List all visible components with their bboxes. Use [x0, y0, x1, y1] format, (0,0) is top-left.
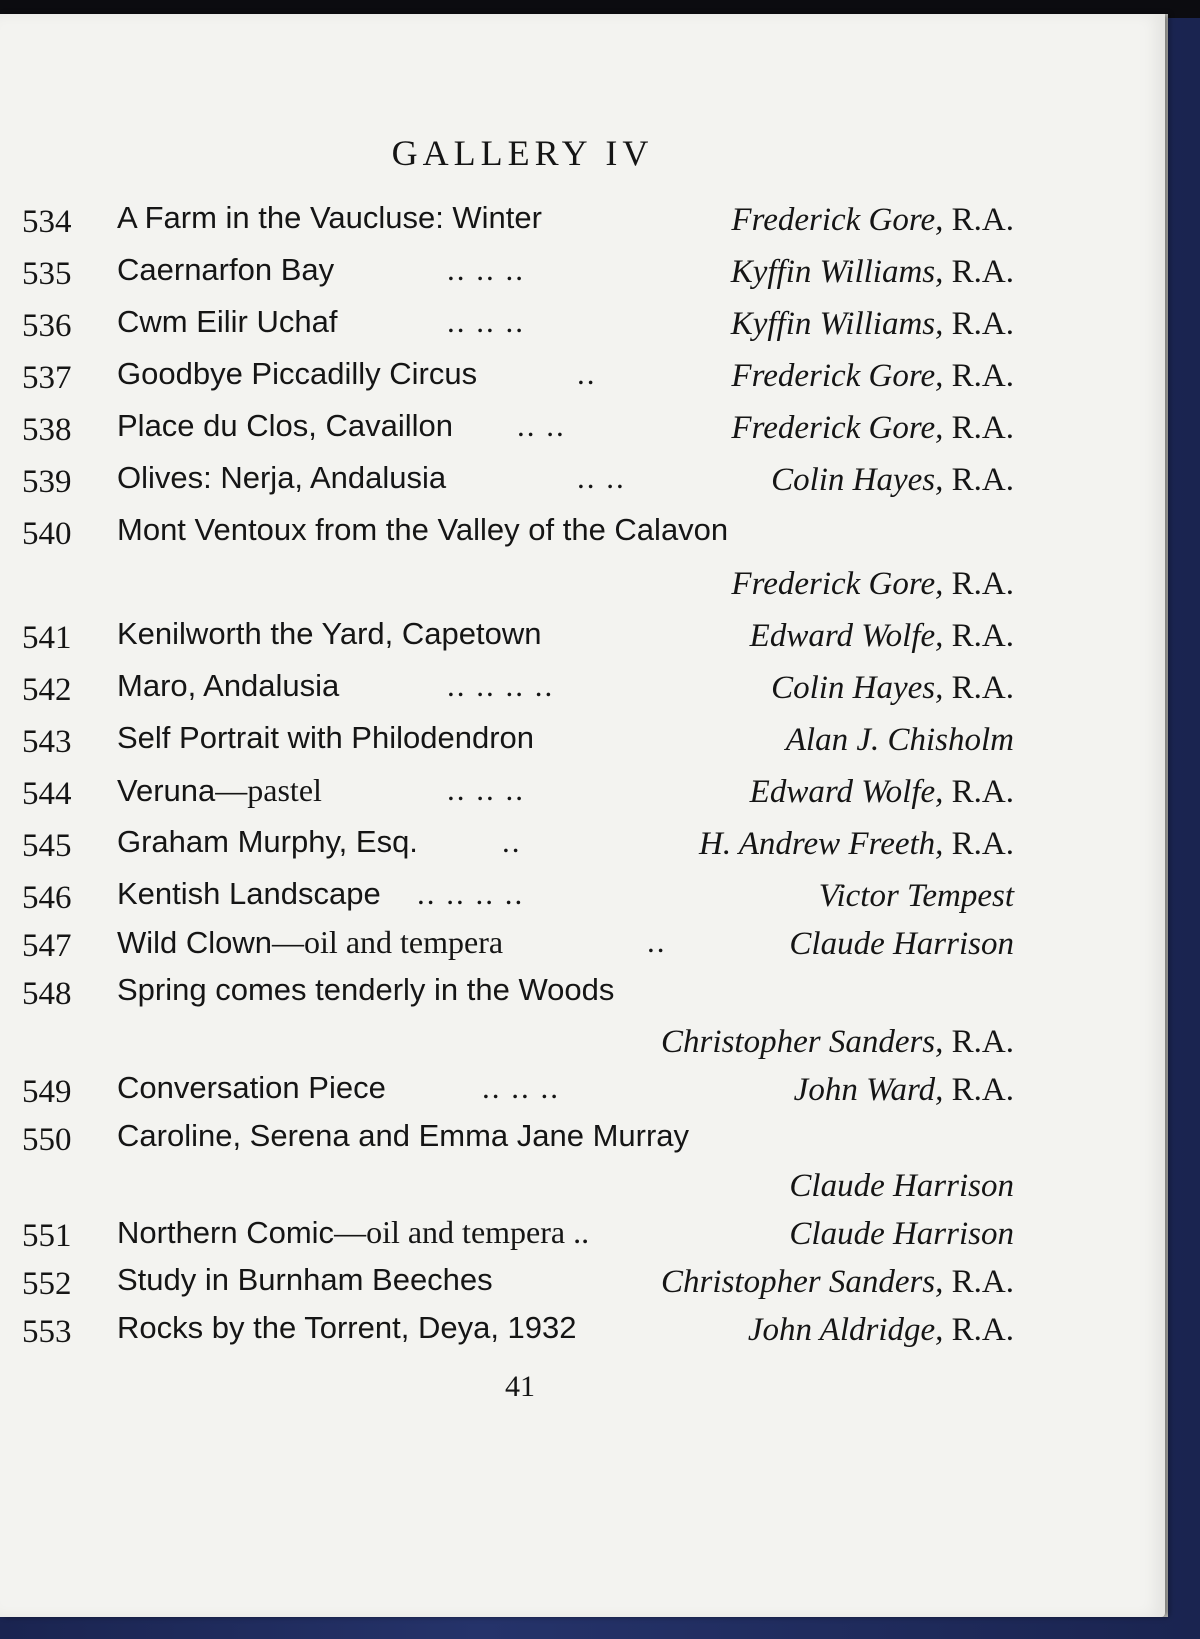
entry-artist [750, 618, 1014, 655]
catalogue-entry [0, 668, 1200, 720]
catalogue-entry [0, 1262, 1200, 1314]
catalogue-entry [0, 1214, 1200, 1266]
entry-title [117, 304, 525, 340]
catalogue-entry [0, 972, 1200, 1024]
leader-dots: .. .. .. [447, 252, 525, 287]
medium-text: —oil and tempera .. [334, 1214, 590, 1250]
entry-artist [731, 254, 1014, 291]
artist-name: Colin Hayes, [771, 462, 944, 498]
entry-number: 545 [22, 828, 72, 864]
artist-honour: R.A. [951, 774, 1014, 810]
catalogue-entry [0, 1118, 1200, 1170]
entry-title [117, 460, 626, 496]
entry-artist [699, 826, 1014, 863]
entry-number: 548 [22, 976, 72, 1012]
title-text: Rocks by the Torrent, Deya, 1932 [117, 1310, 577, 1345]
leader-dots: .. [502, 824, 522, 859]
title-text: Self Portrait with Philodendron [117, 720, 535, 755]
entry-title [117, 1118, 689, 1154]
title-text: Graham Murphy, Esq. [117, 824, 418, 859]
entry-title [117, 720, 534, 756]
title-text: Place du Clos, Cavaillon [117, 408, 454, 443]
entry-artist [819, 878, 1014, 915]
entry-number: 536 [22, 308, 72, 344]
title-text: Spring comes tenderly in the Woods [117, 972, 615, 1007]
title-text: Veruna [117, 773, 216, 808]
catalogue-entry [0, 512, 1200, 564]
entry-number: 550 [22, 1122, 72, 1158]
catalogue-entry [0, 1070, 1200, 1122]
entry-artist [789, 1216, 1014, 1253]
entry-number: 553 [22, 1314, 72, 1350]
leader-dots: .. .. .. .. [447, 668, 555, 703]
catalogue-entry [0, 460, 1200, 512]
entry-title [117, 252, 525, 288]
catalogue-entry [0, 616, 1200, 668]
title-text: Caroline, Serena and Emma Jane Murray [117, 1118, 690, 1153]
catalogue-entry [0, 356, 1200, 408]
medium-text: —oil and tempera [272, 924, 504, 960]
artist-name: H. Andrew Freeth, [699, 826, 944, 862]
entry-artist [731, 358, 1014, 395]
entry-number: 546 [22, 880, 72, 916]
artist-name: Frederick Gore, [731, 566, 944, 602]
entry-number: 541 [22, 620, 72, 656]
entry-artist [731, 306, 1014, 343]
entry-number: 542 [22, 672, 72, 708]
entry-number: 537 [22, 360, 72, 396]
artist-name: John Ward, [793, 1072, 944, 1108]
entry-artist [794, 1072, 1014, 1109]
entry-title [117, 824, 522, 860]
artist-name: Edward Wolfe, [749, 774, 944, 810]
entry-title [117, 924, 667, 961]
artist-continuation-line [0, 1166, 1200, 1218]
entry-number: 544 [22, 776, 72, 812]
leader-dots: .. .. [517, 408, 566, 443]
entry-number: 538 [22, 412, 72, 448]
entry-number: 539 [22, 464, 72, 500]
title-text: Caernarfon Bay [117, 252, 335, 287]
entry-number: 540 [22, 516, 72, 552]
catalogue-entry [0, 876, 1200, 928]
gallery-heading: GALLERY IV [391, 133, 654, 173]
entry-title [117, 876, 525, 912]
artist-honour: R.A. [951, 618, 1014, 654]
entry-title [117, 1070, 560, 1106]
artist-name: Edward Wolfe, [749, 618, 944, 654]
title-text: Kentish Landscape [117, 876, 381, 911]
artist-honour: R.A. [951, 462, 1014, 498]
catalogue-entry [0, 772, 1200, 824]
entry-artist [789, 926, 1014, 963]
entry-artist [789, 1168, 1014, 1205]
title-text: A Farm in the Vaucluse: Winter [117, 200, 542, 235]
artist-name: Christopher Sanders, [661, 1024, 944, 1060]
title-text: Kenilworth the Yard, Capetown [117, 616, 542, 651]
leader-dots: .. .. .. .. [417, 876, 525, 911]
entry-title [117, 1262, 493, 1298]
catalogue-page [0, 14, 1165, 1617]
artist-continuation-line [0, 1022, 1200, 1074]
artist-name: Colin Hayes, [771, 670, 944, 706]
entry-title [117, 1214, 589, 1251]
artist-name: Frederick Gore, [731, 202, 944, 238]
title-text: Conversation Piece [117, 1070, 386, 1105]
artist-continuation-line [0, 564, 1200, 616]
entry-artist [661, 1264, 1014, 1301]
artist-honour: R.A. [951, 670, 1014, 706]
leader-dots: .. .. .. [447, 304, 525, 339]
catalogue-entry [0, 824, 1200, 876]
artist-honour: R.A. [951, 410, 1014, 446]
entry-title [117, 1310, 577, 1346]
artist-honour: R.A. [951, 202, 1014, 238]
page-number: 41 [505, 1370, 535, 1403]
title-text: Wild Clown [117, 925, 273, 960]
artist-name: Christopher Sanders, [661, 1264, 944, 1300]
entry-artist [731, 566, 1014, 603]
entry-number: 552 [22, 1266, 72, 1302]
entry-title [117, 200, 542, 236]
artist-honour: R.A. [951, 1264, 1014, 1300]
artist-name: Victor Tempest [818, 878, 1014, 914]
entry-number: 534 [22, 204, 72, 240]
entry-number: 549 [22, 1074, 72, 1110]
artist-honour: R.A. [951, 254, 1014, 290]
catalogue-entry [0, 252, 1200, 304]
leader-dots: .. [577, 356, 597, 391]
catalogue-entry [0, 200, 1200, 252]
entry-artist [748, 1312, 1014, 1349]
entry-number: 543 [22, 724, 72, 760]
catalogue-entry [0, 408, 1200, 460]
artist-honour: R.A. [951, 826, 1014, 862]
entry-number: 551 [22, 1218, 72, 1254]
title-text: Maro, Andalusia [117, 668, 340, 703]
entry-number: 535 [22, 256, 72, 292]
entry-title [117, 668, 555, 704]
catalogue-entry [0, 924, 1200, 976]
artist-honour: R.A. [951, 306, 1014, 342]
leader-dots: .. .. [577, 460, 626, 495]
artist-honour: R.A. [951, 1312, 1014, 1348]
entry-artist [731, 202, 1014, 239]
title-text: Cwm Eilir Uchaf [117, 304, 338, 339]
entry-artist [771, 462, 1014, 499]
medium-text: —pastel [215, 772, 322, 808]
entry-title [117, 512, 728, 548]
artist-name: John Aldridge, [747, 1312, 944, 1348]
title-text: Mont Ventoux from the Valley of the Calavon [117, 512, 729, 547]
artist-name: Frederick Gore, [731, 410, 944, 446]
artist-honour: R.A. [951, 1024, 1014, 1060]
entry-title [117, 616, 542, 652]
entry-title [117, 772, 525, 809]
leader-dots: .. .. .. [447, 772, 525, 807]
artist-name: Alan J. Chisholm [785, 722, 1014, 758]
artist-name: Frederick Gore, [731, 358, 944, 394]
catalogue-entry [0, 304, 1200, 356]
entry-artist [786, 722, 1014, 759]
title-text: Northern Comic [117, 1215, 335, 1250]
artist-honour: R.A. [951, 566, 1014, 602]
entry-artist [661, 1024, 1014, 1061]
entry-artist [771, 670, 1014, 707]
catalogue-entry [0, 1310, 1200, 1362]
entry-title [117, 356, 597, 392]
title-text: Goodbye Piccadilly Circus [117, 356, 478, 391]
artist-honour: R.A. [951, 358, 1014, 394]
entry-title [117, 972, 614, 1008]
title-text: Olives: Nerja, Andalusia [117, 460, 447, 495]
artist-name: Claude Harrison [789, 926, 1014, 962]
artist-name: Claude Harrison [789, 1168, 1014, 1204]
entry-artist [750, 774, 1014, 811]
artist-name: Kyffin Williams, [730, 306, 944, 342]
entry-artist [731, 410, 1014, 447]
artist-name: Claude Harrison [789, 1216, 1014, 1252]
leader-dots: .. [647, 924, 667, 959]
artist-name: Kyffin Williams, [730, 254, 944, 290]
entry-title [117, 408, 566, 444]
leader-dots: .. .. .. [482, 1070, 560, 1105]
catalogue-entry [0, 720, 1200, 772]
entry-number: 547 [22, 928, 72, 964]
artist-honour: R.A. [951, 1072, 1014, 1108]
title-text: Study in Burnham Beeches [117, 1262, 493, 1297]
